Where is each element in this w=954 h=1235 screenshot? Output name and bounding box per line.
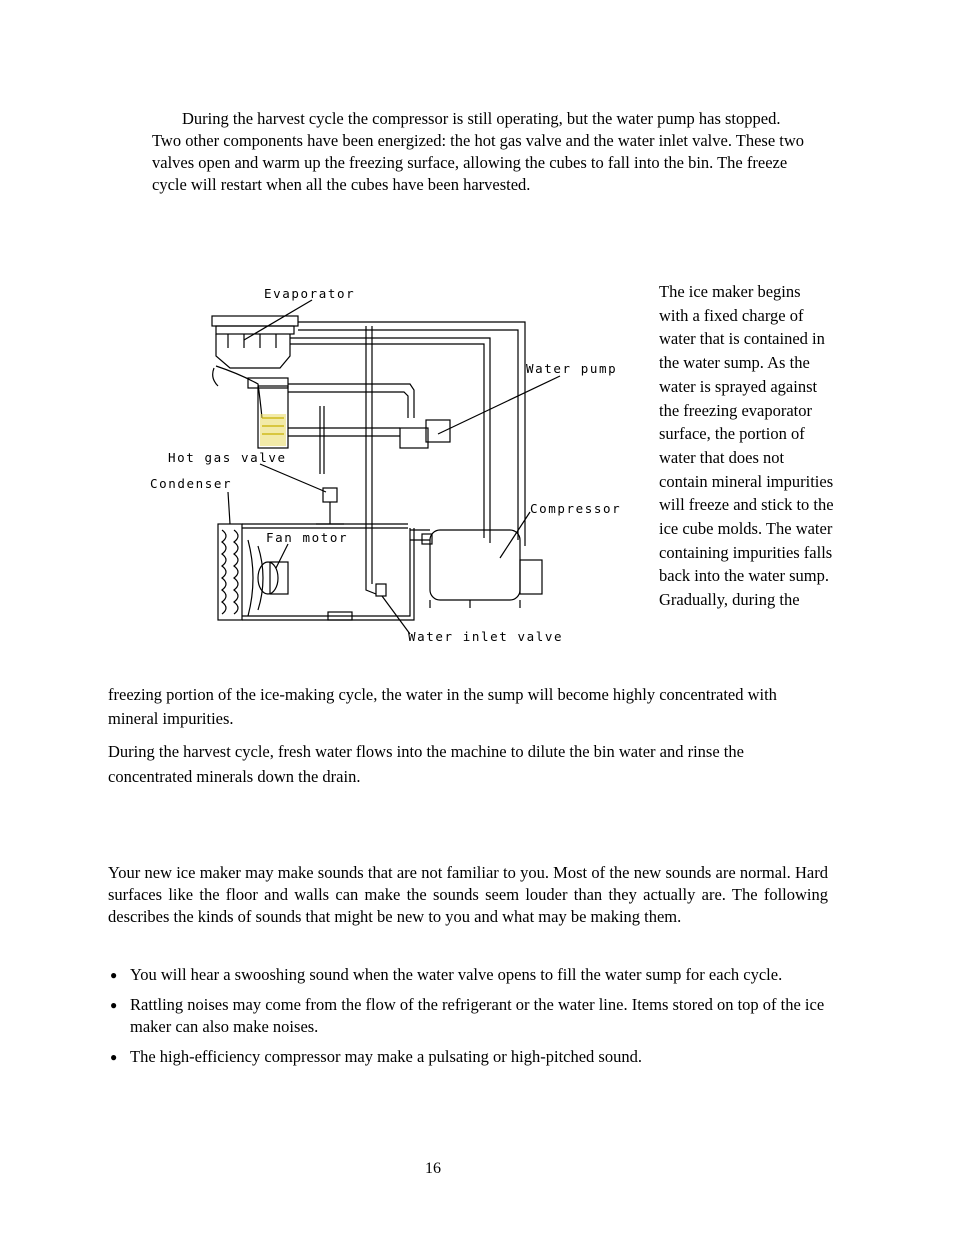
hot-gas-valve bbox=[323, 488, 337, 502]
label-fan-motor: Fan motor bbox=[266, 530, 349, 545]
label-water-pump: Water pump bbox=[526, 361, 618, 376]
bullet-text: Rattling noises may come from the flow of the refrigerant or the water line. Items stored on top of the ice maker can also make noises. bbox=[130, 995, 825, 1036]
sounds-bullet-list bbox=[108, 964, 828, 1076]
intro-paragraph: During the harvest cycle the compressor is still operating, but the water pump has stopped. Two other components have been energized: the hot gas valve and the water inlet valve. These two valves open and warm up the freezing surface, allowing the cubes to fall into the bin. The freeze cycle will restart when all the cubes have been harvested. bbox=[152, 109, 805, 194]
leader-fan-motor bbox=[276, 544, 288, 568]
water-pump bbox=[426, 420, 450, 442]
pump-pipe bbox=[288, 384, 414, 418]
fan-blade bbox=[258, 546, 263, 610]
fan-motor bbox=[258, 562, 278, 594]
label-compressor: Compressor bbox=[530, 501, 622, 516]
leader-water-inlet-valve bbox=[382, 596, 410, 634]
page-number: 16 bbox=[425, 1160, 441, 1177]
bullet-text: You will hear a swooshing sound when the water valve opens to fill the water sump for each cycle. bbox=[130, 965, 783, 984]
sounds-paragraph: Your new ice maker may make sounds that are not familiar to you. Most of the new sounds are normal. Hard surfaces like the floor and walls can make the sounds seem louder than they actually are. The following describes the kinds of sounds that might be new to you and what may be making them. bbox=[108, 863, 828, 926]
label-evaporator: Evaporator bbox=[264, 286, 356, 301]
bullet-item bbox=[108, 1046, 828, 1068]
harvest-paragraph: During the harvest cycle, fresh water flows into the machine to dilute the bin water and rinse the concentrated minerals down the drain. bbox=[108, 742, 744, 786]
evaporator-mold bbox=[216, 326, 294, 334]
compressor bbox=[430, 530, 520, 600]
ice-maker-diagram bbox=[140, 278, 640, 650]
bullet-dot: ● bbox=[110, 1050, 118, 1064]
label-water-inlet-valve: Water inlet valve bbox=[408, 629, 564, 644]
bullet-item bbox=[108, 964, 828, 986]
leader-water-pump bbox=[438, 376, 560, 434]
leader-hot-gas-valve bbox=[260, 464, 326, 492]
sump-water bbox=[260, 414, 286, 446]
side-paragraph-continued: freezing portion of the ice-making cycle, the water in the sump will become highly concentrated with mineral impurities. bbox=[108, 685, 777, 728]
side-paragraph: The ice maker begins with a fixed charge of water that is contained in the water sump. As the water is sprayed against the freezing evaporator surface, the portion of water that does not contain mineral impurities will freeze and stick to the ice cube molds. The water containing impurities falls back into the water sump. Gradually, during the bbox=[659, 282, 834, 610]
evaporator-plate bbox=[212, 316, 298, 326]
label-condenser: Condenser bbox=[150, 476, 233, 491]
bullet-dot: ● bbox=[110, 968, 118, 982]
water-inlet-line bbox=[366, 326, 376, 594]
bullet-dot: ● bbox=[110, 998, 118, 1012]
diagram-svg bbox=[140, 278, 640, 650]
bullet-text: The high-efficiency compressor may make a pulsating or high-pitched sound. bbox=[130, 1047, 642, 1066]
leader-condenser bbox=[228, 492, 230, 524]
bullet-item bbox=[108, 994, 828, 1038]
evaporator-trough bbox=[216, 334, 290, 368]
refrigerant-line-top bbox=[298, 322, 525, 546]
label-hot-gas-valve: Hot gas valve bbox=[168, 450, 287, 465]
water-inlet-valve bbox=[376, 584, 386, 596]
